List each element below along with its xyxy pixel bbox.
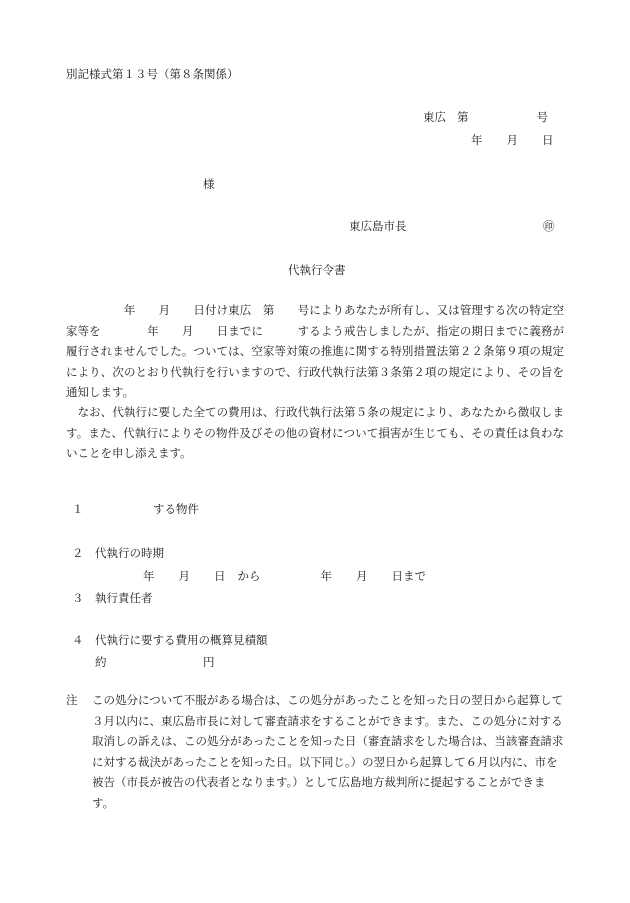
sender-title: 東広島市長 bbox=[349, 219, 407, 233]
addressee-sama: 様 bbox=[203, 177, 215, 191]
document-title: 代執行令書 bbox=[288, 263, 346, 277]
item-2-label: 代執行の時期 bbox=[95, 546, 164, 560]
estimate-yaku: 約 bbox=[95, 655, 107, 669]
period-day-2: 日まで bbox=[391, 569, 426, 583]
body-paragraph-1: 年 月 日付け東広 第 号によりあなたが所有し、又は管理する次の特定空家等を 年 月 日までに するよう戒告しましたが、指定の期日までに義務が履行されませんでした。ついては、空家等対策の推進に関する特別措置法第２２条第９項の規定により、次のとおり代執行を行いますので、行政代執行法第３条第２項の規定により、その旨を通知します。 bbox=[66, 303, 564, 399]
doc-number-dai: 第 bbox=[457, 110, 469, 124]
doc-number-go: 号 bbox=[536, 110, 548, 124]
seal-mark: ㊞ bbox=[543, 219, 555, 233]
note-mark: 注 bbox=[66, 693, 78, 707]
document-number bbox=[423, 110, 548, 124]
doc-number-prefix: 東広 bbox=[423, 110, 446, 124]
item-3-number: ３ bbox=[72, 591, 84, 605]
form-label: 別記様式第１３号（第８条関係） bbox=[66, 67, 239, 81]
item-1-label: する物件 bbox=[153, 502, 199, 516]
item-4-label: 代執行に要する費用の概算見積額 bbox=[95, 633, 268, 647]
date-day: 日 bbox=[542, 133, 554, 147]
period-day-1: 日 bbox=[214, 569, 226, 583]
period-year-2: 年 bbox=[320, 569, 332, 583]
body-paragraph-2: なお、代執行に要した全ての費用は、行政代執行法第５条の規定により、あなたから徴収します。また、代執行によりその物件及びその他の資材について損害が生じても、その責任は負わないことを申し添えます。 bbox=[66, 405, 564, 460]
date-month: 月 bbox=[506, 133, 518, 147]
period-month-2: 月 bbox=[356, 569, 368, 583]
item-3-label: 執行責任者 bbox=[95, 591, 153, 605]
estimate-yen: 円 bbox=[203, 655, 215, 669]
item-2-number: ２ bbox=[72, 546, 84, 560]
period-from: から bbox=[237, 569, 261, 583]
appeal-note bbox=[66, 690, 564, 813]
item-4-number: ４ bbox=[72, 633, 84, 647]
execution-period bbox=[143, 569, 426, 583]
period-month-1: 月 bbox=[178, 569, 190, 583]
period-year-1: 年 bbox=[143, 569, 155, 583]
date-year: 年 bbox=[471, 133, 483, 147]
item-1-number: １ bbox=[72, 502, 84, 516]
note-text: この処分について不服がある場合は、この処分があったことを知った日の翌日から起算して３月以内に、東広島市長に対して審査請求をすることができます。また、この処分に対する取消しの訴えは、この処分があったことを知った日（審査請求をした場合は、当該審査請求に対する裁決があったことを知った日。以下同じ。）の翌日から起算して６月以内に、市を被告（市長が被告の代表者となります。）として広島地方裁判所に提起することができます。 bbox=[92, 693, 564, 810]
issue-date bbox=[471, 133, 554, 147]
